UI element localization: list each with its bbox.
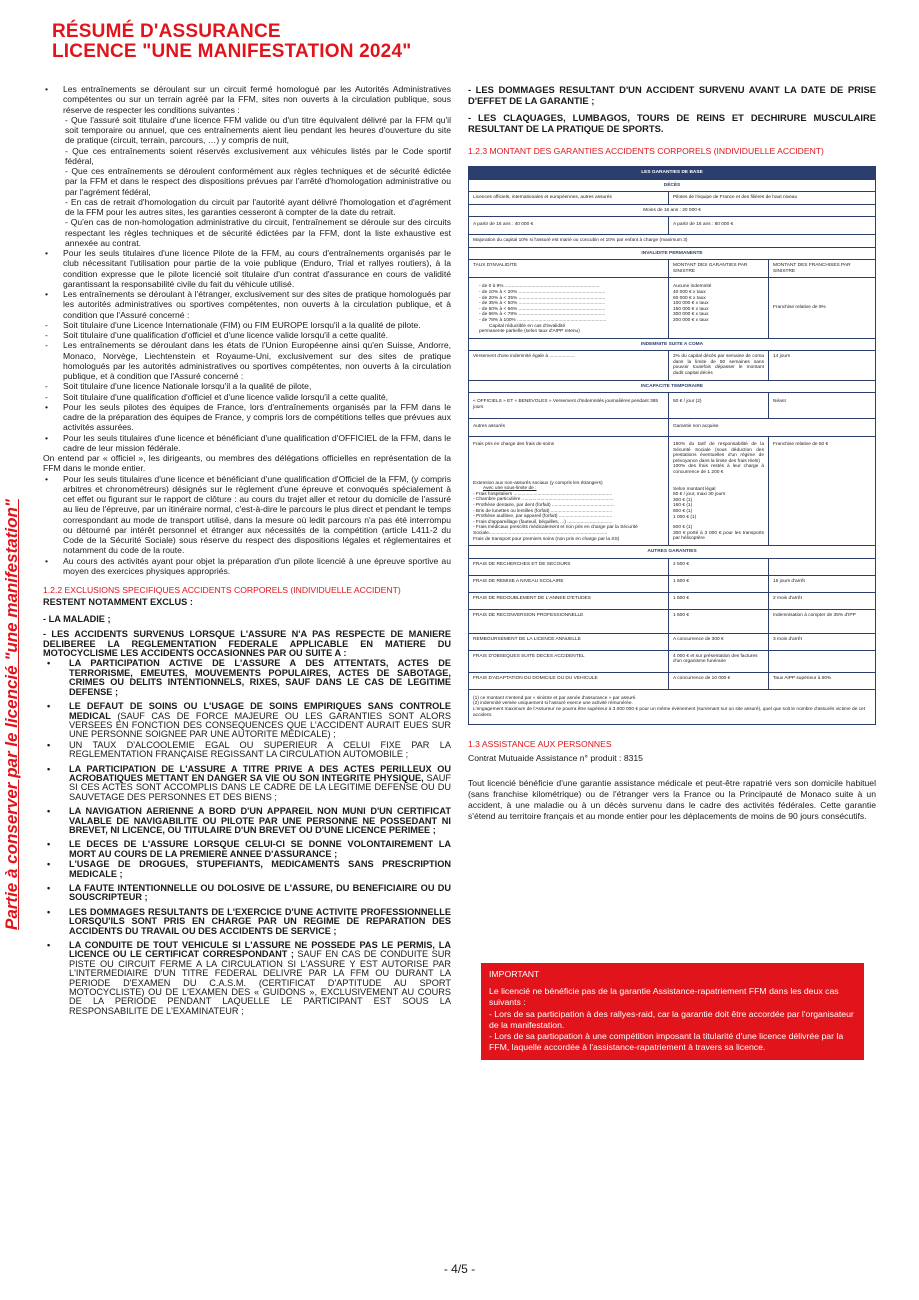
table-cell: 15 jours d'arrêt [769, 575, 876, 592]
title-line-2: LICENCE "UNE MANIFESTATION 2024" [52, 41, 412, 62]
table-cell: Majoration du capital 10% si l'assuré est marié ou concubin et 10% par enfant à charge (maximum 3) [469, 234, 876, 247]
table-cell: 1 600 € [669, 592, 769, 609]
amount-line: Aucune indemnité [673, 284, 712, 290]
table-cell: FRAIS DE RECONVERSION PROFESSIONNELLE [469, 609, 669, 633]
bullet-icon: • [47, 701, 51, 712]
exclusion-item: • LE DEFAUT DE SOINS OU L'USAGE DE SOINS EMPIRIQUES SANS CONTROLE MEDICAL (SAUF CAS DE FORCE MAJEURE OU LES GARANTIES SONT ALORS VERSEES EN FONCTION DES CONSEQUENCES QUE L'ACCIDENT AURAIT EUES SUR UNE PERSONNE SOIGNEE PAR UNE AUTORITE MEDICALE) ; [47, 701, 451, 740]
amount-line: 300 000 € x taux [673, 312, 709, 318]
dash-icon: - [45, 381, 48, 392]
bullet-icon: • [47, 658, 51, 669]
bullet-icon: • [47, 839, 51, 850]
rate-line: - de 20% à < 35% ................................................................. [479, 295, 606, 301]
table-cell: 1 600 € [669, 575, 769, 592]
rate-line: - de 50% à < 66% ................................................................. [479, 306, 606, 312]
list-subitem: - Que l'assuré soit titulaire d'une licence FFM valide ou d'un titre équivalent délivré par la FFM qu'il soit temporaire ou annuel, que ces entraînements aient lieu pendant les heures d'ouverture du site de pratique (circuit, terrain, parcours, …) y compris de nuit, [65, 114, 451, 146]
exclusion-maladie: - LA MALADIE ; [43, 613, 111, 624]
table-cell: A partir de 16 ans : 40 000 € [469, 217, 669, 235]
table-cell: Franchise relative de 9% [769, 278, 876, 338]
contract-number: Contrat Mutuaide Assistance n° produit : 8315 [468, 753, 643, 764]
table-cell: 2 500 € [669, 558, 769, 575]
amount-line: 150 000 € x taux [673, 306, 709, 312]
exclusion-item: • LA FAUTE INTENTIONNELLE OU DOLOSIVE DE L'ASSURE, DU BENEFICIAIRE OU DU SOUSCRIPTEUR ; [47, 883, 451, 903]
table-cell: 2% du capital décès par semaine de coma dans la limite de 50 semaines sans pouvoir toutefois dépasser le montant dudit capital décès [669, 351, 769, 380]
section-incapacite: INCAPACITE TEMPORAIRE [469, 380, 876, 393]
important-box [481, 963, 864, 1060]
exclusion-item: • LA PARTICIPATION ACTIVE DE L'ASSURE A DES ATTENTATS, ACTES DE TERRORISME, EMEUTES, MOUVEMENTS POPULAIRES, ACTES DE SABOTAGE, CRIMES OU DELITS INTENTIONNELS, RIXES, SAUF DANS LE CAS DE LEGITIME DEFENSE ; [47, 658, 451, 697]
list-item: - Soit titulaire d'une qualification d'officiel et d'une licence valide lorsqu'il a cette qualité, [45, 391, 389, 402]
exclusion-sports-injuries: - LES CLAQUAGES, LUMBAGOS, TOURS DE REINS ET DECHIRURE MUSCULAIRE RESULTANT DE LA PRATIQUE DE SPORTS. [468, 112, 876, 134]
bullet-icon: • [47, 739, 51, 750]
table-cell: Taux AIPP supérieur à 50% [769, 672, 876, 689]
page-title [52, 22, 411, 62]
bullet-icon: • [47, 906, 51, 917]
bullet-icon: • [47, 763, 51, 774]
list-item: • Les entraînements se déroulant à l'étranger, exclusivement sur des sites de pratique homologués par les autorités administratives ou sportives compétentes, non ouverts à la circulation publique, et à condition que l'Assuré concerné : [45, 289, 451, 320]
list-subitem: - Que ces entraînements soient réservés exclusivement aux véhicules listés par le Code sportif fédéral, [65, 145, 451, 166]
page-number: - 4/5 - [443, 1262, 476, 1276]
exclusion-item: • LA NAVIGATION AERIENNE A BORD D'UN APPAREIL NON MUNI D'UN CERTIFICAT VALABLE DE NAVIGABILITE OU PILOTE PAR UNE PERSONNE NE POSSEDANT NI BREVET, NI LICENCE, OU TITULAIRE D'UN BREVET OU D'UNE LICENCE PERIMEE ; [47, 806, 451, 835]
list-item: - Soit titulaire d'une Licence Internationale (FIM) ou FIM EUROPE lorsqu'il a la qualité de pilote. [45, 319, 421, 330]
exclusion-item: • LE DECES DE L'ASSURE LORSQUE CELUI-CI SE DONNE VOLONTAIREMENT LA MORT AU COURS DE LA PREMIERE ANNEE D'ASSURANCE ; [47, 839, 451, 859]
bullet-icon: • [47, 859, 51, 870]
exclusion-item: • UN TAUX D'ALCOOLEMIE EGAL OU SUPERIEUR A CELUI FIXE PAR LA REGLEMENTATION FRANÇAISE REGISSANT LA CIRCULATION AUTOMOBILE ; [47, 739, 451, 760]
list-item: • Pour les seuls pilotes des équipes de France, lors d'entraînements organisés par la FFM dans le cadre de la préparation des équipes de France, y compris lors de compétitions telles que prévues aux activités assurées. [45, 401, 451, 433]
dash-icon: - [45, 319, 48, 330]
exclusion-prior-accident: - LES DOMMAGES RESULTANT D'UN ACCIDENT SURVENU AVANT LA DATE DE PRISE D'EFFET DE LA GARANTIE ; [468, 84, 876, 106]
rate-line: - de 0 à 9% ....................................................................... [479, 284, 600, 290]
dash-icon: - [45, 391, 48, 402]
list-item: • Pour les seuls titulaires d'une licence et bénéficiant d'une qualification d'OFFICIEL de la FFM, dans le cadre de leur mission fédérale. [45, 432, 451, 453]
table-cell: MONTANT DES GARANTIES PAR SINISTRE [669, 260, 769, 278]
rate-line: permanente partielle (selon taux d'AIPP retenu) [479, 329, 580, 335]
bullet-icon: • [47, 883, 51, 893]
bullet-icon: • [47, 940, 51, 951]
table-cell: Garantie non acquise [669, 419, 876, 437]
list-subitem: - Que ces entraînements se déroulent conformément aux règles techniques et de sécurité édictée par la FFM et dans le respect des dispositions prévues par l'arrêté d'homologation administrative ou par l'agrément fédéral, [65, 166, 451, 197]
invalidite-rates [469, 278, 669, 338]
table-cell: MONTANT DES FRANCHISES PAR SINISTRE [769, 260, 876, 278]
list-item: • Pour les seuls titulaires d'une licence Pilote de la FFM, au cours d'entraînements organisés par le club nécessitant l'utilisation pour partie de la voie publique (Enduro, Trial et rallyes routiers), à la condition expresse que le pilote licencié soit titulaire d'un contrat d'assurance en cours de validité garantissant la responsabilité civile du fait du véhicule utilisé. [45, 248, 451, 289]
bullet-icon: • [45, 84, 49, 94]
amount-line: 200 000 € x taux [673, 317, 709, 323]
right-column [468, 84, 876, 822]
exclusion-item: • LA CONDUITE DE TOUT VEHICULE SI L'ASSURE NE POSSEDE PAS LE PERMIS, LA LICENCE OU LE CERTIFICAT CORRESPONDANT ; SAUF EN CAS DE CONDUITE SUR PISTE OU CIRCUIT FERME A LA CIRCULATION SI L'ASSURE Y EST AUTORISE PAR L'INTERMEDIAIRE D'UN TITRE FEDERAL DELIVRE PAR LA FFM OU DURANT LA PERIODE D'EXAMEN DU C.A.S.M. (CERTIFICAT D'APTITUDE AU SPORT MOTOCYCLISTE) OU DE L'EXAMEN DES « GUIDONS », EXCLUSIVEMENT AU COURS DE LA PERIODE PENDANT LAQUELLE LE PARTICIPANT EST SOUS LA RESPONSABILITE DE L'EXAMINATEUR ; [47, 940, 451, 1016]
amount-line: 100 000 € x taux [673, 301, 709, 307]
list-item: • Au cours des activités ayant pour objet la préparation d'un pilote licencié à une épreuve sportive au moyen des exercices physiques appropriés. [45, 555, 451, 576]
rate-line: - de 66% à < 78% ................................................................. [479, 312, 606, 318]
table-cell: 2 mois d'arrêt [769, 592, 876, 609]
table-cell: Pilotes de l'équipe de France et des filières de haut niveau [669, 192, 876, 205]
important-title: IMPORTANT [489, 969, 540, 979]
dash-icon: - [45, 340, 48, 351]
table-cell: 50 € / jour (2) [669, 393, 769, 419]
table-cell: TAUX D'INVALIDITE [469, 260, 669, 278]
important-line: Le licencié ne bénéficie pas de la garantie Assistance-rapatriement FFM dans les deux cas suivants : [489, 986, 839, 1008]
bullet-icon: • [45, 401, 49, 412]
table-cell: 4 000 € et sur présentation des factures d'un organisme funéraire [669, 650, 769, 672]
guarantees-table [468, 166, 876, 725]
table-cell: Néant [769, 393, 876, 419]
table-cell: FRAIS DE REMISE A NIVEAU SCOLAIRE [469, 575, 669, 592]
section-heading-1-3: 1.3 ASSISTANCE AUX PERSONNES [468, 739, 612, 750]
important-line: - Lors de sa participation à des rallyes-raid, car la garantie doit être accordée par l'organisateur de la manifestation. [489, 1008, 854, 1030]
list-subitem: - Qu'en cas de non-homologation administrative du circuit, l'entraînement se déroule sur des circuits respectant les règles techniques et de sécurité édictées par la FFM, dont la liste exhaustive est annexée au contrat. [65, 217, 451, 248]
list-item: - Les entraînements se déroulant dans les états de l'Union Européenne ainsi qu'en Suisse, Andorre, Monaco, Norvège, Liechtenstein et Royaume-Uni, exclusivement sur des sites de pratique homologués par les autorités administratives ou sportives compétentes, non ouverts à la circulation publique, et à condition que l'Assuré concerné : [45, 340, 451, 381]
exclusion-item: • LES DOMMAGES RESULTANTS DE L'EXERCICE D'UNE ACTIVITE PROFESSIONNELLE LORSQU'ILS SONT PRIS EN CHARGE PAR UN REGIME DE REPARATION DES ACCIDENTS DU TRAVAIL OU DES ACCIDENTS DE SERVICE ; [47, 906, 451, 936]
table-cell: FRAIS D'ADAPTATION DU DOMICILE OU DU VEHICULE [469, 672, 669, 689]
table-cell: 14 jours [769, 351, 876, 380]
exclusion-intro: - LES ACCIDENTS SURVENUS LORSQUE L'ASSURE N'A PAS RESPECTE DE MANIERE DELIBEREE LA REGLEMENTATION FEDERALE APPLICABLE EN MATIERE DU MOTOCYCLISME LES ACCIDENTS OCCASIONNES PAR OU SUITE A : [43, 629, 451, 659]
table-cell: A concurrence de 10 000 € [669, 672, 769, 689]
list-item: - Soit titulaire d'une qualification d'officiel et d'une licence valide lorsqu'il a cette qualité. [45, 330, 389, 340]
bullet-icon: • [45, 473, 49, 484]
table-cell: Moins de 16 ans : 20 000 € [469, 204, 876, 217]
note-line: (1) ce montant s'entend par « sinistre et par année d'assurance » par assuré. [473, 695, 637, 701]
bullet-icon: • [45, 555, 49, 566]
table-cell: 3 mois d'arrêt [769, 633, 876, 650]
title-line-1: RÉSUMÉ D'ASSURANCE [52, 21, 281, 42]
table-cell: FRAIS DE RECHERCHES ET DE SECOURS [469, 558, 669, 575]
table-cell: REMBOURSEMENT DE LA LICENCE ANNUELLE [469, 633, 669, 650]
dash-icon: - [45, 330, 48, 340]
table-notes [469, 689, 876, 724]
rate-line: - de 10% à < 20% ................................................................. [479, 289, 606, 295]
list-item: - Soit titulaire d'une licence Nationale lorsqu'il a la qualité de pilote, [45, 381, 312, 392]
bullet-icon: • [45, 248, 49, 258]
table-header: LES GARANTIES DE BASE [469, 167, 876, 180]
list-item: • Pour les seuls titulaires d'une licence et bénéficiant d'une qualification d'Officiel de la FFM, (y compris arbitres et chronométreurs) désignés sur le règlement d'une épreuve et convoqués spécialement à cet effet ou figurant sur le rapport de clôture : au cours du trajet aller et retour du domicile de l'assuré au lieu de l'épreuve, par un itinéraire normal, c'est-à-dire le parcours le plus direct et pendant le temps correspondant au mode de transport utilisé, dans la mesure où ledit parcours n'a pas été interrompu ou détourné par intérêt personnel et étranger aux nécessités de la compétition (article L411-2 du Code de la Sécurité Sociale) sous réserve du respect des dispositions légales et réglementaires et notamment du code de la route. [45, 473, 451, 556]
frais-labels: Frais pris en charge des frais de soins Extension aux non-assurés sociaux (y compris les étrangers) Avec une sous-limite de : - Frais hospitaliers .......................................................................... - Chambre particulière ..................................................................... - Prothèse dentaire, par dent (forfait) ............................................... - Bris de lunettes ou lentilles (forfait) .............................................. - Prothèse auditive, par appareil (forfait) ........................................ - Frais d'appareillage (fauteuil, béquilles, ...) .................................. - Frais médicaux prescrits médicalement et non pris en charge par la Sécurité Sociale......................................................................................... Frais de transport pour premiers soins (non pris en charge par la SS) [469, 437, 669, 546]
bullet-icon: • [45, 432, 49, 443]
rate-line: - de 78% à 100% ................................................................... [479, 317, 607, 323]
exclusions-heading: RESTENT NOTAMMENT EXCLUS : [43, 597, 193, 608]
section-heading-1-2-2: 1.2.2 EXCLUSIONS SPECIFIQUES ACCIDENTS CORPORELS (INDIVIDUELLE ACCIDENT) [43, 585, 401, 595]
rate-line: Capital réductible en cas d'invalidité [489, 323, 566, 329]
section-autres: AUTRES GARANTIES [469, 546, 876, 559]
section-coma: INDEMNITE SUITE A COMA [469, 338, 876, 351]
table-cell: Autres assurés [469, 419, 669, 437]
table-cell: A concurrence de 300 € [669, 633, 769, 650]
officiel-definition: On entend par « officiel », les dirigeants, ou membres des délégations officielles en représentation de la FFM dans le monde entier. [43, 453, 451, 474]
table-cell: Versement d'une indemnité égale à ................... [469, 351, 669, 380]
section-deces: DÉCÈS [469, 179, 876, 192]
table-cell: 1 600 € [669, 609, 769, 633]
invalidite-amounts [669, 278, 769, 338]
left-column [43, 84, 451, 1016]
table-cell: FRAIS DE REDOUBLEMENT DE L'ANNEE D'ETUDES [469, 592, 669, 609]
rate-line: - de 35% à < 50% ................................................................. [479, 301, 606, 307]
table-cell: A partir de 16 ans : 80 000 € [669, 217, 876, 235]
assistance-paragraph: Tout licencié bénéficie d'une garantie assistance médicale et peut-être rapatrié vers son domicile habituel (sans franchise kilométrique) ou de l'étranger vers la France ou la Principauté de Monaco suite à un accident, à une maladie ou à un décès survenu dans le cadre des activités fédérales. Cette garantie s'étend au territoire français et au monde entier pour les déplacements de moins de 90 jours consécutifs. [468, 778, 876, 822]
note-line: (2) indemnité versée uniquement si l'assuré exerce une activité rémunérée. [473, 701, 633, 707]
list-item: • Les entraînements se déroulant sur un circuit fermé homologué par les Autorités Administratives compétentes ou sur un terrain agréé par la FFM, sites non ouverts à la circulation publique, sous réserve de respecter les conditions suivantes : [45, 84, 451, 115]
amount-line: 60 000 € x taux [673, 295, 706, 301]
amount-line: 40 000 € x taux [673, 289, 706, 295]
table-cell [769, 650, 876, 672]
table-cell: Licences officiels, internationales et européennes, autres assurés [469, 192, 669, 205]
bullet-icon: • [45, 289, 49, 299]
side-label: Partie à conserver par le licencié "une manifestation" [2, 499, 21, 930]
note-line: L'engagement maximum de l'Assureur ne pourra être supérieur à 3 000 000 € pour un même événement (survenant sur un site assuré), quel que soit le nombre d'assurés victime de cet accident. [473, 706, 866, 718]
table-cell: Franchise relative de 50 € [769, 437, 876, 546]
exclusion-item: • LA PARTICIPATION DE L'ASSURE A TITRE PRIVE A DES ACTES PERILLEUX OU ACROBATIQUES METTANT EN DANGER SA VIE OU SON INTEGRITE PHYSIQUE, SAUF SI CES ACTES SONT ACCOMPLIS DANS LE CADRE DE LA LEGITIME DEFENSE OU DU SAUVETAGE DES PERSONNES ET DES BIENS ; [47, 763, 451, 802]
table-cell: FRAIS D'OBSEQUES SUITE DECES ACCIDENTEL [469, 650, 669, 672]
exclusion-item: • L'USAGE DE DROGUES, STUPEFIANTS, MEDICAMENTS SANS PRESCRIPTION MEDICALE ; [47, 859, 451, 879]
important-line: - Lors de sa partiopation à une compétition imposant la titularité d'une licence délivrée par la FFM, laquelle accordée à l'assistance-rapatriement à travers sa licence. [489, 1031, 844, 1053]
section-invalidite: INVALIDITE PERMANENTE [469, 247, 876, 260]
list-subitem: - En cas de retrait d'homologation du circuit par l'autorité ayant délivré l'homologation et d'agrément de la FFM pour les autres sites, les garanties cesseront à compter de la date du retrait. [65, 196, 451, 217]
frais-amounts: 150% du tarif de responsabilité de la Sécurité Sociale (sous déduction des prestations éventuelles d'un régime de prévoyance dans la limite des frais réels) 100% des frais restés à leur charge à concurrence de 1 200 € Selon montant légal 50 € / jour, maxi 30 jours 300 € (1) 160 € (1) 800 € (1) 1 000 € (1) 500 € (1) 300 € porté à 3 000 € pour les transports par hélicoptère [669, 437, 769, 546]
table-cell [769, 558, 876, 575]
section-heading-1-2-3: 1.2.3 MONTANT DES GARANTIES ACCIDENTS CORPORELS (INDIVIDUELLE ACCIDENT) [468, 146, 824, 156]
table-cell: Indemnisation à compter de 35% d'IPP [769, 609, 876, 633]
bullet-icon: • [47, 806, 51, 817]
table-cell: « OFFICIELS » ET « BENEVOLES » Versement d'indemnités journalières pendant 365 jours [469, 393, 669, 419]
